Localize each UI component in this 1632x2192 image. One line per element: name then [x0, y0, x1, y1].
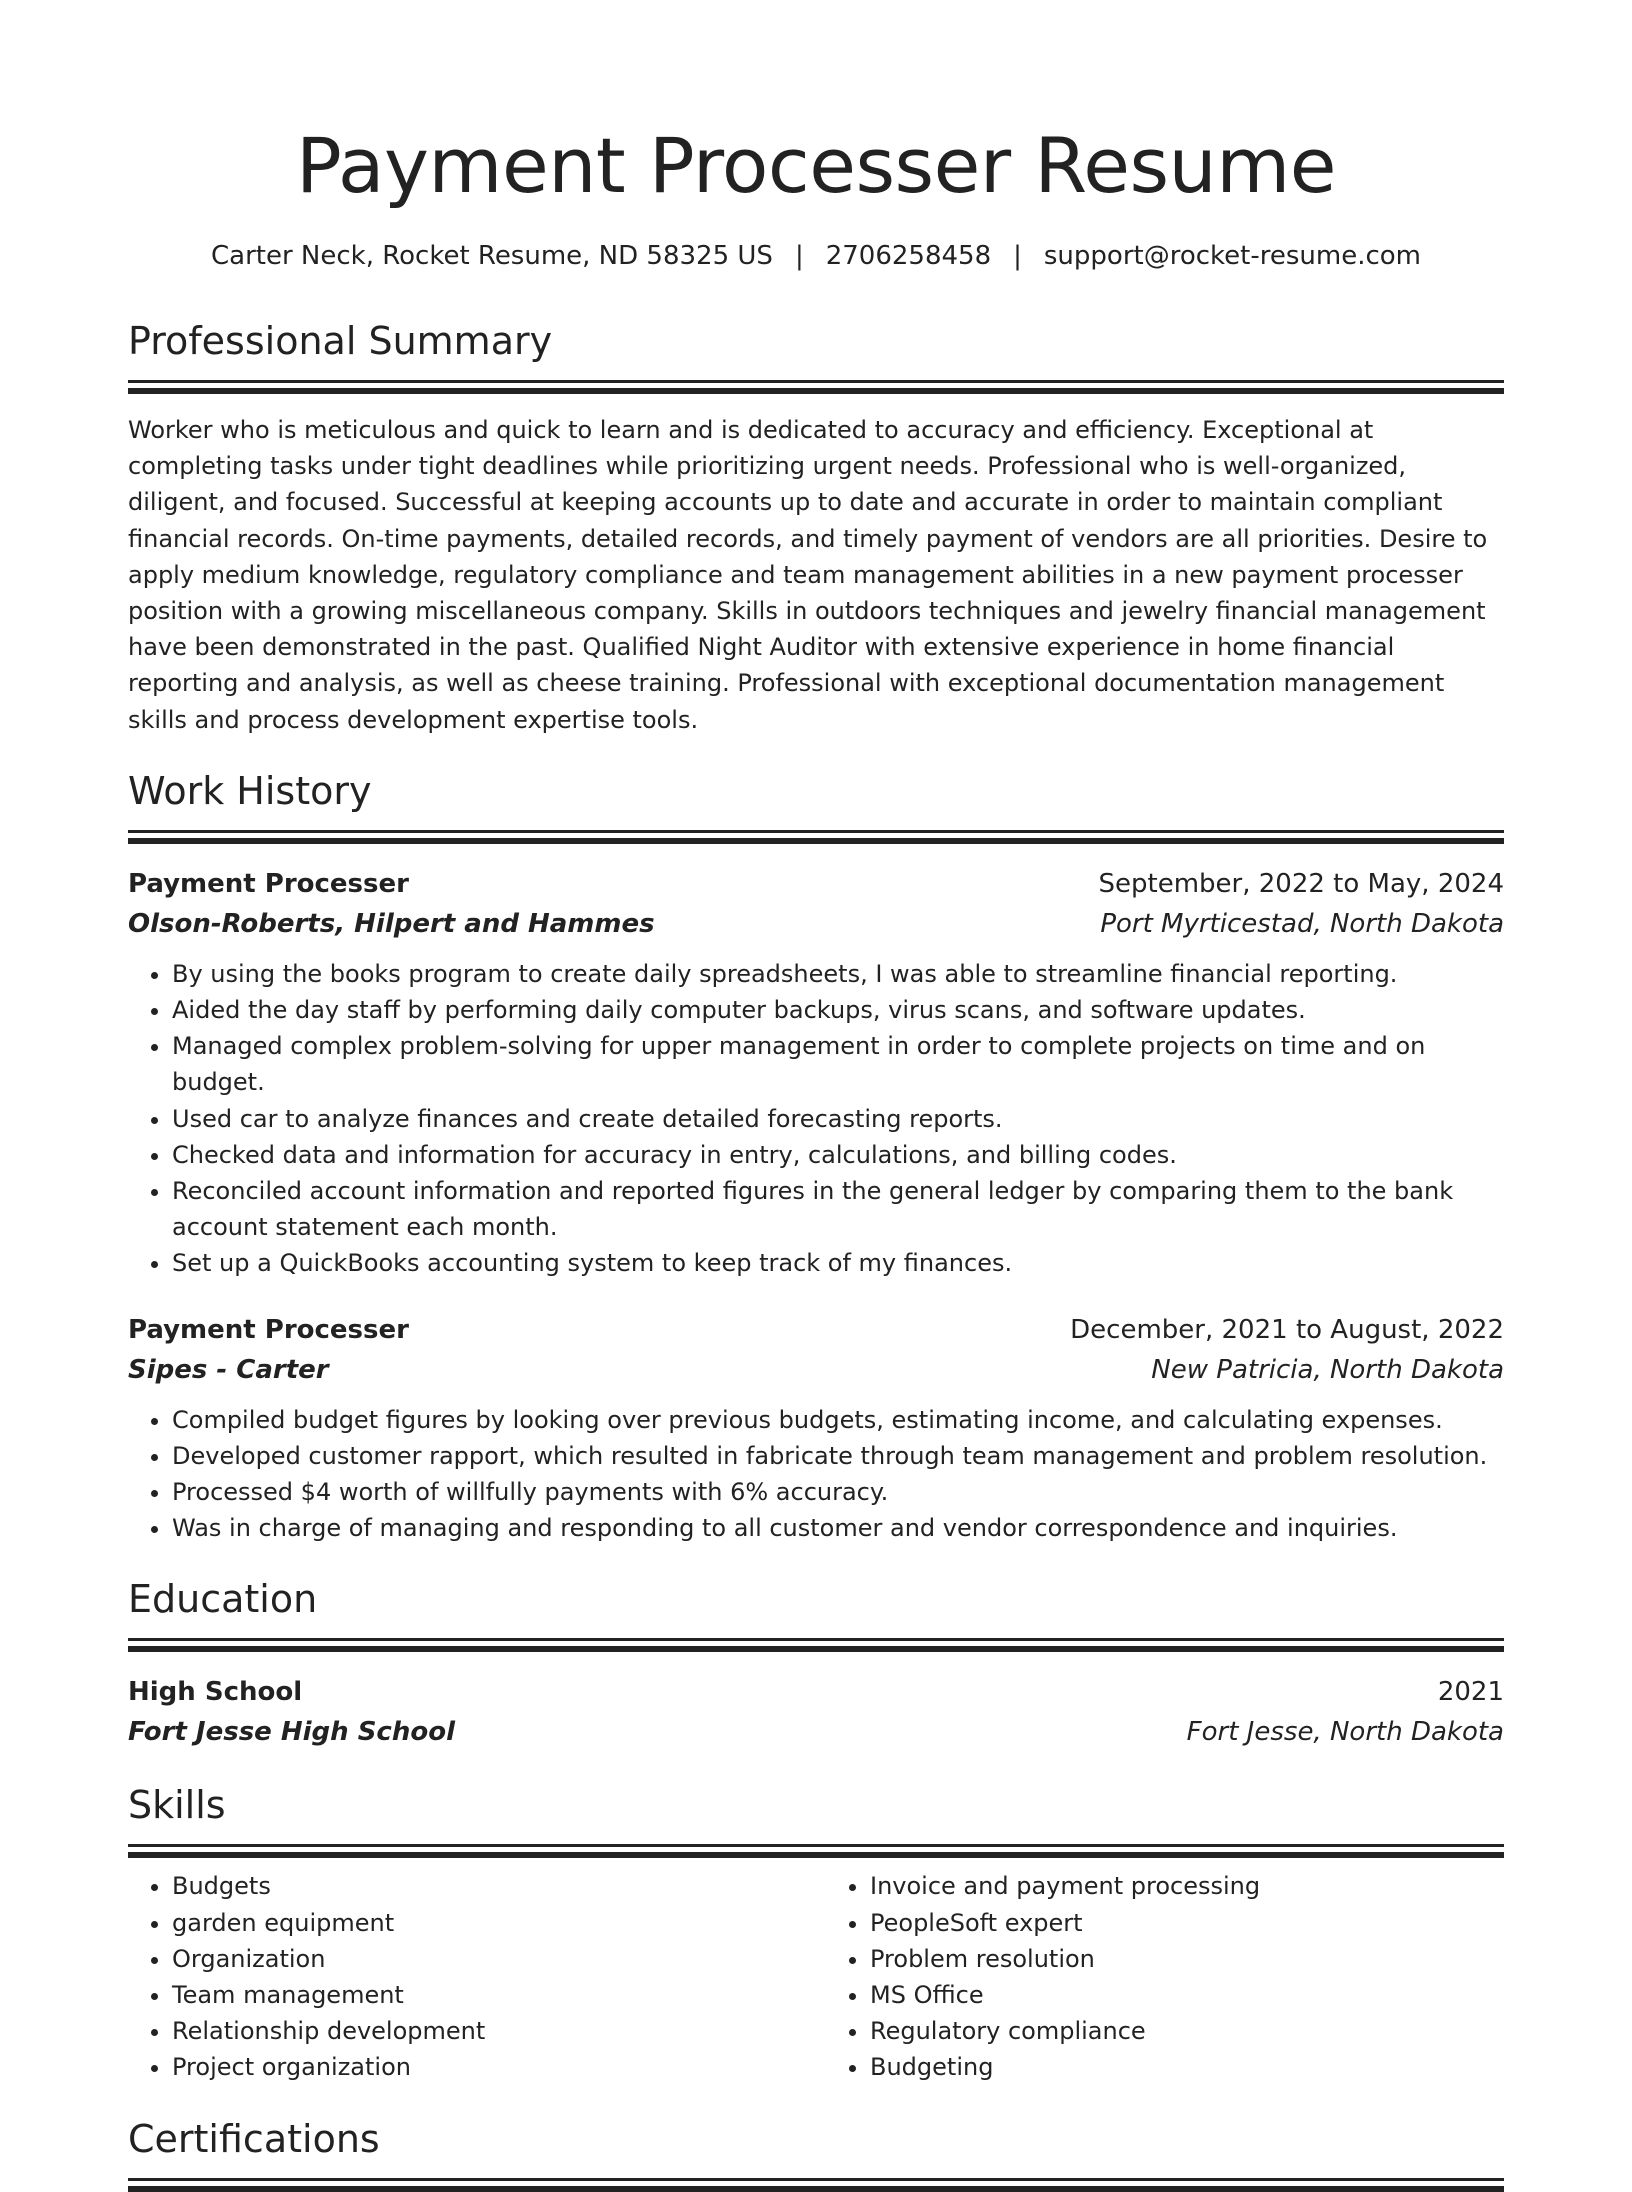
summary-text: Worker who is meticulous and quick to learn and is dedicated to accuracy and efficiency. Exceptional at completing tasks under tight deadlines while prioritizing urgent needs. Professional who is well-organized, diligent, and focused. Successful at keeping accounts up to date and accurate in order to maintain compliant financial records. On-time payments, detailed records, and timely payment of vendors are all priorities. Desire to apply medium knowledge, regulatory compliance and team management abilities in a new payment processer position with a growing miscellaneous company. Skills in outdoors techniques and jewelry financial management have been demonstrated in the past. Qualified Night Auditor with extensive experience in home financial reporting and analysis, as well as cheese training. Professional with exceptional documentation management skills and process development expertise tools.	[128, 416, 1488, 734]
contact-separator: |	[794, 241, 804, 271]
section-title-education: Education	[128, 1577, 318, 1622]
section-divider	[128, 1638, 1504, 1641]
education-entry	[128, 1672, 1504, 1752]
job-bullet: • Checked data and information for accuracy in entry, calculations, and billing codes.	[172, 1137, 1504, 1173]
education-location: Fort Jesse, North Dakota	[1186, 1717, 1504, 1748]
section-divider	[128, 830, 1504, 833]
section-title-certifications: Certifications	[128, 2116, 380, 2161]
contact-phone: 2706258458	[825, 241, 992, 271]
section-divider	[128, 838, 1504, 844]
skill-item: • Regulatory compliance	[870, 2013, 1504, 2049]
resume-title: Payment Processer Resume	[295, 121, 1337, 210]
job-bullet: • Managed complex problem-solving for upper management in order to complete projects on time and on budget.	[172, 1028, 1504, 1100]
section-divider	[128, 380, 1504, 383]
job-bullet: • Developed customer rapport, which resulted in fabricate through team management and problem resolution.	[172, 1438, 1504, 1474]
education-school: Fort Jesse High School	[128, 1717, 455, 1748]
education-degree: High School	[128, 1677, 303, 1708]
section-divider	[128, 388, 1504, 394]
education-year: 2021	[1437, 1677, 1504, 1708]
skills-section	[128, 1780, 1504, 2085]
skill-item: • garden equipment	[172, 1905, 816, 1941]
resume-content	[128, 316, 1504, 2192]
job-title: Payment Processer	[128, 868, 409, 899]
job-bullet: • Used car to analyze finances and create detailed forecasting reports.	[172, 1101, 1504, 1137]
skills-list-right	[816, 1868, 1504, 2085]
job-entry	[128, 1310, 1504, 1547]
job-company: Sipes - Carter	[128, 1354, 329, 1385]
job-bullet: • Compiled budget figures by looking over previous budgets, estimating income, and calculating expenses.	[172, 1402, 1504, 1438]
skill-item: • Budgets	[172, 1868, 816, 1904]
skill-item: • Budgeting	[870, 2049, 1504, 2085]
section-divider	[128, 1844, 1504, 1847]
job-dates: December, 2021 to August, 2022	[1070, 1314, 1504, 1345]
section-title-skills: Skills	[128, 1783, 226, 1828]
job-bullet: • Set up a QuickBooks accounting system to keep track of my finances.	[172, 1245, 1504, 1281]
section-title-summary: Professional Summary	[128, 319, 553, 363]
job-company: Olson-Roberts, Hilpert and Hammes	[128, 908, 655, 939]
skill-item: • Project organization	[172, 2049, 816, 2085]
section-divider	[128, 2178, 1504, 2181]
job-entry	[128, 864, 1504, 1282]
skill-item: • Team management	[172, 1977, 816, 2013]
job-title: Payment Processer	[128, 1314, 409, 1345]
skill-item: • Invoice and payment processing	[870, 1868, 1504, 1904]
job-bullets	[128, 1402, 1504, 1547]
section-divider	[128, 1852, 1504, 1858]
section-divider	[128, 2186, 1504, 2192]
job-bullet: • By using the books program to create daily spreadsheets, I was able to streamline financial reporting.	[172, 956, 1504, 992]
job-location: New Patricia, North Dakota	[1151, 1354, 1504, 1385]
summary-section	[128, 316, 1504, 738]
job-bullet: • Aided the day staff by performing daily computer backups, virus scans, and software updates.	[172, 992, 1504, 1028]
job-bullet: • Was in charge of managing and responding to all customer and vendor correspondence and inquiries.	[172, 1510, 1504, 1546]
job-location: Port Myrticestad, North Dakota	[1100, 908, 1504, 939]
work-history-section	[128, 766, 1504, 1547]
contact-address: Carter Neck, Rocket Resume, ND 58325 US	[210, 241, 773, 271]
skill-item: • Problem resolution	[870, 1941, 1504, 1977]
certifications-section	[128, 2114, 1504, 2192]
job-bullet: • Processed $4 worth of willfully payments with 6% accuracy.	[172, 1474, 1504, 1510]
contact-separator: |	[1013, 241, 1022, 271]
section-divider	[128, 1646, 1504, 1652]
skills-list-left	[128, 1868, 816, 2085]
education-section	[128, 1574, 1504, 1752]
skills-columns	[128, 1868, 1504, 2085]
contact-line	[0, 238, 1632, 274]
contact-email: support@rocket-resume.com	[1043, 241, 1421, 271]
skill-item: • Relationship development	[172, 2013, 816, 2049]
section-title-work-history: Work History	[128, 768, 372, 813]
skill-item: • PeopleSoft expert	[870, 1905, 1504, 1941]
skill-item: • MS Office	[870, 1977, 1504, 2013]
job-dates: September, 2022 to May, 2024	[1098, 868, 1504, 899]
job-bullet: • Reconciled account information and reported figures in the general ledger by comparing them to the bank account statement each month.	[172, 1173, 1504, 1245]
skill-item: • Organization	[172, 1941, 816, 1977]
job-bullets	[128, 956, 1504, 1282]
